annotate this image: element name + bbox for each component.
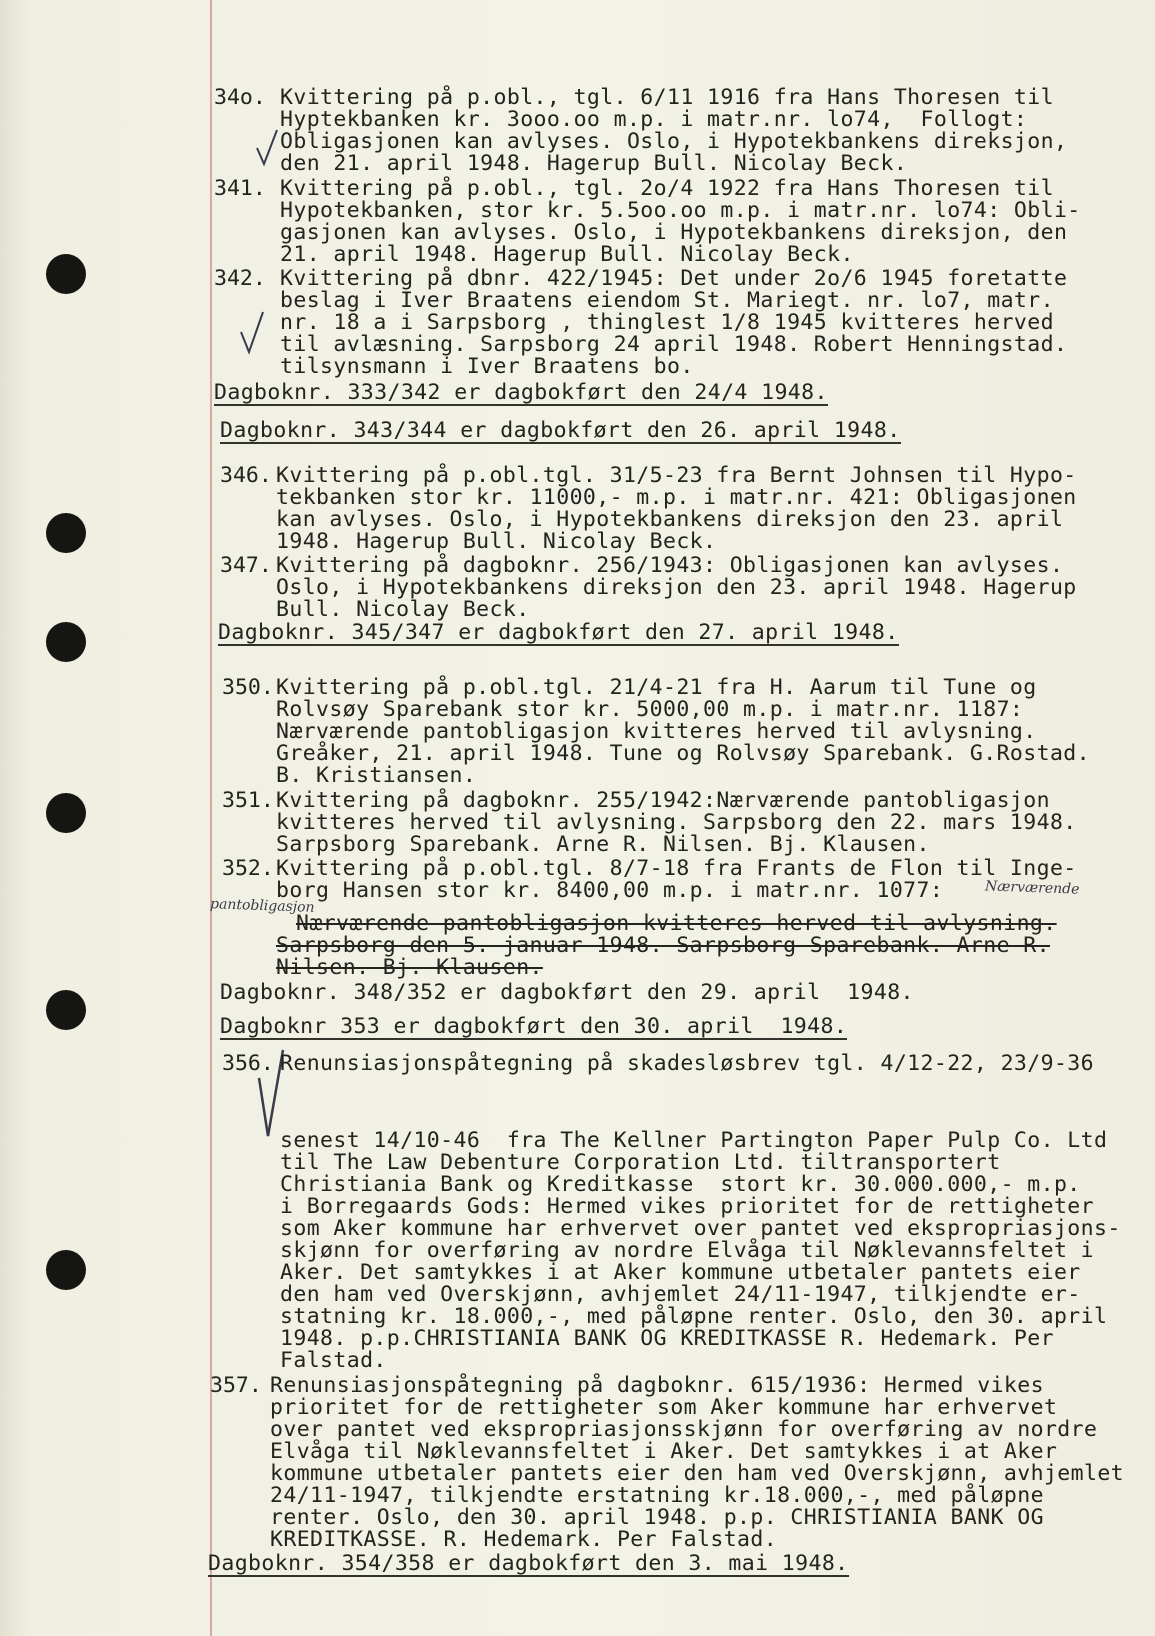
entry-line: den 21. april 1948. Hagerup Bull. Nicolay Beck. [280,151,908,176]
entry-number: 352. [222,856,274,881]
entry-line: Kvittering på p.obl.tgl. 8/7-18 fra Frants de Flon til Inge- [276,856,1077,881]
entry-line: 24/11-1947, tilkjendte erstatning kr.18.000,-, med påløpne [270,1483,1044,1508]
dagbok-summary: Dagboknr. 343/344 er dagbokført den 26. april 1948. [220,418,901,443]
entry-line: til The Law Debenture Corporation Ltd. tiltransportert [280,1150,1001,1175]
entry-line: statning kr. 18.000,-, med påløpne renter. Oslo, den 30. april [280,1304,1108,1329]
entry-line: senest 14/10-46 fra The Kellner Partington Paper Pulp Co. Ltd [280,1128,1108,1153]
entry-number: 350. [222,675,274,700]
dagbok-summary: Dagboknr. 345/347 er dagbokført den 27. april 1948. [218,620,899,645]
entry-number: 342. [214,266,266,291]
entry-line: Kvittering på p.obl., tgl. 6/11 1916 fra Hans Thoresen til [280,85,1054,110]
entry-line: Kvittering på p.obl.tgl. 31/5-23 fra Bernt Johnsen til Hypo- [276,463,1077,488]
entry-number: 356. [222,1051,274,1076]
entry-line: Kvittering på dagboknr. 255/1942:Nærværende pantobligasjon [276,788,1050,813]
entry-line: Oslo, i Hypotekbankens direksjon den 23. april 1948. Hagerup [276,575,1077,600]
entry-line: nr. 18 a i Sarpsborg , thinglest 1/8 1945 kvitteres herved [280,310,1054,335]
entry-line: prioritet for de rettigheter som Aker kommune har erhvervet [270,1395,1058,1420]
entry-line: gasjonen kan avlyses. Oslo, i Hypotekbankens direksjon, den [280,220,1068,245]
entry-line: til avlæsning. Sarpsborg 24 april 1948. Robert Henningstad. [280,332,1068,357]
entry-line: Christiania Bank og Kreditkasse stort kr. 30.000.000,- m.p. [280,1172,1081,1197]
entry-number: 341. [214,176,266,201]
check-mark-icon [255,128,279,168]
binder-hole [46,254,86,294]
entry-number: 34o. [214,85,266,110]
entry-number: 357. [210,1373,262,1398]
binder-hole [46,513,86,553]
entry-line: 21. april 1948. Hagerup Bull. Nicolay Beck. [280,242,854,267]
entry-number: 346. [220,463,272,488]
entry-line: Elvåga til Nøklevannsfeltet i Aker. Det samtykkes i at Aker [270,1439,1058,1464]
entry-line: Nærværende pantobligasjon kvitteres herved til avlysning. [276,719,1037,744]
entry-line: beslag i Iver Braatens eiendom St. Mariegt. nr. lo7, matr. [280,288,1054,313]
entry-line: Rolvsøy Sparebank stor kr. 5000,00 m.p. i matr.nr. 1187: [276,697,1024,722]
entry-line: Kvittering på dbnr. 422/1945: Det under 2o/6 1945 foretatte [280,266,1068,291]
entry-line: i Borregaards Gods: Hermed vikes prioritet for de rettigheter [280,1194,1094,1219]
entry-line: tilsynsmann i Iver Braatens bo. [280,354,694,379]
entry-number: 347. [220,553,272,578]
entry-line: tekbanken stor kr. 11000,- m.p. i matr.nr. 421: Obligasjonen [276,485,1077,510]
binder-hole [46,622,86,662]
dagbok-summary: Dagboknr 353 er dagbokført den 30. april 1948. [220,1014,848,1039]
entry-line: kommune utbetaler pantets eier den ham ved Overskjønn, avhjemlet [270,1461,1125,1486]
entry-line: over pantet ved ekspropriasjonsskjønn for overføring av nordre [270,1417,1098,1442]
entry-line: Greåker, 21. april 1948. Tune og Rolvsøy Sparebank. G.Rostad. [276,741,1090,766]
entry-line: Kvittering på p.obl.tgl. 21/4-21 fra H. Aarum til Tune og [276,675,1037,700]
entry-line: den ham ved Overskjønn, avhjemlet 24/11-1947, tilkjendte er- [280,1282,1081,1307]
binder-hole [46,990,86,1030]
entry-line: Falstad. [280,1348,387,1373]
entry-line: Hyptekbanken kr. 3ooo.oo m.p. i matr.nr. lo74, Follogt: [280,107,1028,132]
handwritten-note: pantobligasjon [209,896,315,916]
entry-line: 1948. Hagerup Bull. Nicolay Beck. [276,529,717,554]
entry-line: Bull. Nicolay Beck. [276,597,530,622]
entry-line: Renunsiasjonspåtegning på dagboknr. 615/1936: Hermed vikes [270,1373,1044,1398]
struck-line: Nilsen. Bj. Klausen. [276,955,543,980]
entry-line: borg Hansen stor kr. 8400,00 m.p. i matr.nr. 1077: [276,878,944,903]
entry-line: KREDITKASSE. R. Hedemark. Per Falstad. [270,1527,778,1552]
dagbok-summary: Dagboknr. 354/358 er dagbokført den 3. mai 1948. [208,1551,849,1576]
entry-number: 351. [222,788,274,813]
entry-line: Hypotekbanken, stor kr. 5.5oo.oo m.p. i matr.nr. lo74: Obli- [280,198,1081,223]
entry-line: Aker. Det samtykkes i at Aker kommune utbetaler pantets eier [280,1260,1081,1285]
dagbok-summary: Dagboknr. 333/342 er dagbokført den 24/4 1948. [214,380,828,405]
entry-line: skjønn for overføring av nordre Elvåga til Nøklevannsfeltet i [280,1238,1094,1263]
struck-line: Nærværende pantobligasjon kvitteres herved til avlysning. [296,911,1057,936]
entry-line: renter. Oslo, den 30. april 1948. p.p. CHRISTIANIA BANK OG [270,1505,1044,1530]
entry-line: Obligasjonen kan avlyses. Oslo, i Hypotekbankens direksjon, [280,129,1068,154]
entry-line: Kvittering på p.obl., tgl. 2o/4 1922 fra Hans Thoresen til [280,176,1054,201]
entry-line: B. Kristiansen. [276,763,477,788]
dagbok-summary: Dagboknr. 348/352 er dagbokført den 29. april 1948. [220,980,914,1005]
binder-hole [46,1250,86,1290]
entry-heading: Renunsiasjonspåtegning på skadesløsbrev tgl. 4/12-22, 23/9-36 [280,1051,1094,1076]
handwritten-note: Nærværende [984,878,1080,898]
entry-line: Sarpsborg Sparebank. Arne R. Nilsen. Bj. Klausen. [276,832,930,857]
binder-hole [46,793,86,833]
entry-line: kan avlyses. Oslo, i Hypotekbankens direksjon den 23. april [276,507,1064,532]
entry-line: 1948. p.p.CHRISTIANIA BANK OG KREDITKASSE R. Hedemark. Per [280,1326,1054,1351]
entry-line: kvitteres herved til avlysning. Sarpsborg den 22. mars 1948. [276,810,1077,835]
entry-line: Kvittering på dagboknr. 256/1943: Obligasjonen kan avlyses. [276,553,1064,578]
struck-line: Sarpsborg den 5. januar 1948. Sarpsborg Sparebank. Arne R. [276,933,1050,958]
check-mark-icon [238,310,266,356]
entry-line: som Aker kommune har erhvervet over pantet ved ekspropriasjons- [280,1216,1121,1241]
